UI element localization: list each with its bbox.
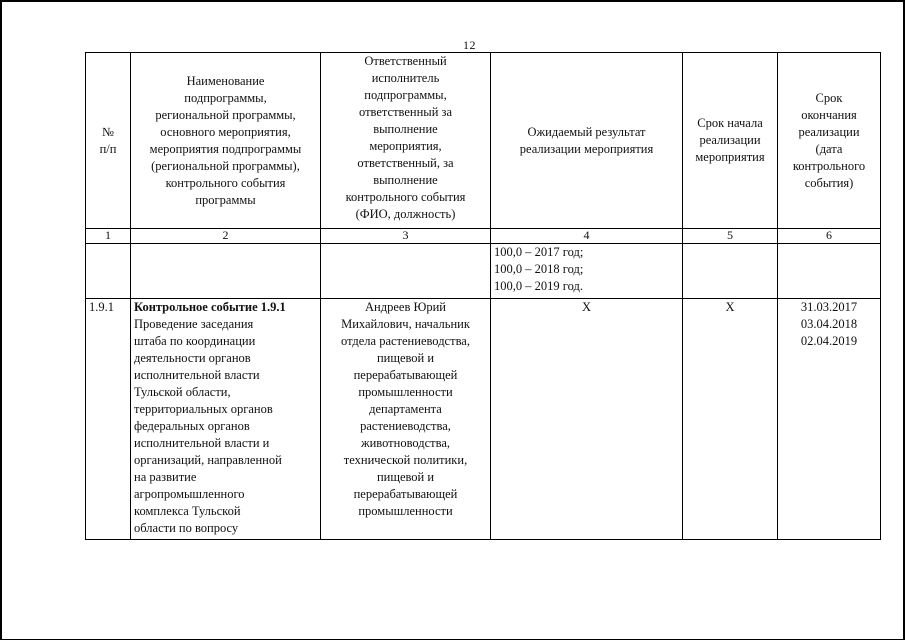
column-number-1: 1 [86,229,131,244]
plan-table [85,52,881,540]
page-number: 12 [463,38,476,52]
header-end-date: Срок окончания реализации (дата контрольного события) [778,53,881,229]
event-description: Проведение заседания штаба по координации деятельности органов исполнительной власти Тульской области, территориальных органов федеральных органов исполнительной власти и организаций, направленной на развитие агропромышленного комплекса Тульской области по вопросу [134,317,282,535]
event-row [86,299,881,540]
header-number: № п/п [86,53,131,229]
continuation-cell-3 [321,244,491,299]
header-expected-result: Ожидаемый результат реализации мероприятия [491,53,683,229]
header-start-date: Срок начала реализации мероприятия [683,53,778,229]
header-responsible: Ответственный исполнитель подпрограммы, ответственный за выполнение мероприятия, ответственный, за выполнение контрольного события (ФИО, должность) [321,53,491,229]
column-number-2: 2 [131,229,321,244]
column-number-6: 6 [778,229,881,244]
scan-border-top [0,0,905,2]
continuation-cell-2 [131,244,321,299]
header-name: Наименование подпрограммы, региональной программы, основного мероприятия, мероприятия подпрограммы (региональной программы), контрольного события программы [131,53,321,229]
event-start-date: Х [683,299,778,540]
continuation-row [86,244,881,299]
table-header-row [86,53,881,229]
column-number-row [86,229,881,244]
column-number-4: 4 [491,229,683,244]
result-line-2018: 100,0 – 2018 год; [494,262,584,276]
event-expected-result: Х [491,299,683,540]
result-line-2017: 100,0 – 2017 год; [494,245,584,259]
scan-border-left [0,0,2,640]
continuation-cell-5 [683,244,778,299]
continuation-cell-6 [778,244,881,299]
event-end-dates [778,299,881,540]
event-number: 1.9.1 [86,299,131,540]
continuation-cell-1 [86,244,131,299]
result-line-2019: 100,0 – 2019 год. [494,279,583,293]
end-date-2017: 31.03.2017 [800,300,858,314]
continuation-expected-result [491,244,683,299]
column-number-3: 3 [321,229,491,244]
event-name-cell [131,299,321,540]
end-date-2019: 02.04.2019 [800,334,858,348]
end-date-2018: 03.04.2018 [800,317,858,331]
event-title: Контрольное событие 1.9.1 [134,300,286,314]
event-responsible: Андреев Юрий Михайлович, начальник отдела растениеводства, пищевой и перерабатывающей промышленности департамента растениеводства, животноводства, технической политики, пищевой и перерабатывающей промышленности [321,299,491,540]
column-number-5: 5 [683,229,778,244]
